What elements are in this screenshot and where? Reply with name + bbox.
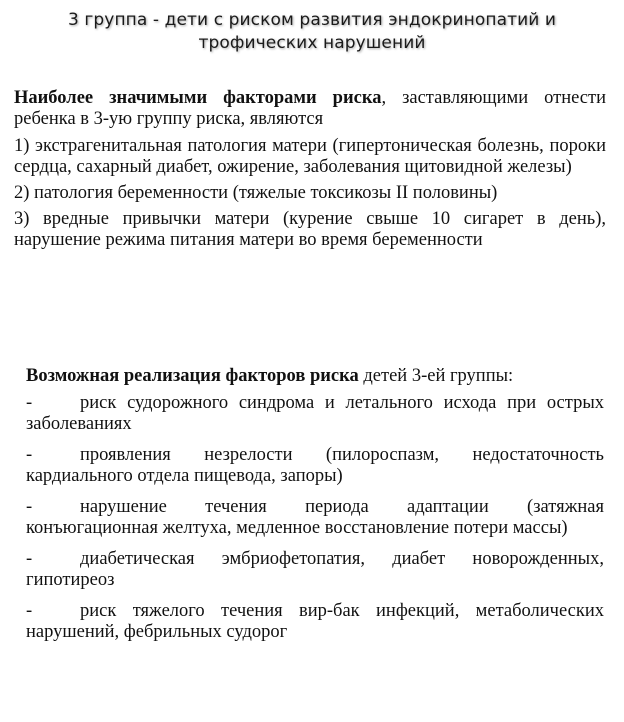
implementation-item-text: риск тяжелого течения вир-бак инфекций, метаболических нарушений, фебрильных судорог: [26, 601, 604, 642]
implementation-item-4: [26, 549, 604, 591]
slide-title: [20, 9, 604, 55]
list-dash: -: [26, 393, 33, 413]
implementation-item-text: диабетическая эмбриофетопатия, диабет новорожденных, гипотиреоз: [26, 549, 604, 590]
list-dash: -: [26, 601, 33, 621]
implementation-intro: [26, 366, 604, 387]
risk-factors-intro-rest: , заставляющими отнести ребенка в 3-ую группу риска, являются: [14, 88, 606, 129]
slide-title-line-2: трофических нарушений: [198, 33, 426, 53]
implementation-item-5: [26, 601, 604, 643]
implementation-item-1: [26, 393, 604, 435]
risk-factors-intro: [14, 88, 606, 130]
risk-factor-item-1: 1) экстрагенитальная патология матери (гипертоническая болезнь, пороки сердца, сахарный диабет, ожирение, заболевания щитовидной железы): [14, 136, 606, 177]
implementation-item-2: [26, 445, 604, 487]
slide-title-line-1: 3 группа - дети с риском развития эндокринопатий и: [67, 10, 557, 30]
list-dash: -: [26, 497, 33, 517]
risk-factor-item-3: 3) вредные привычки матери (курение свыше 10 сигарет в день), нарушение режима питания матери во время беременности: [14, 209, 606, 250]
risk-factors-intro-bold: Наиболее значимыми факторами риска: [14, 88, 382, 108]
risk-factor-item-2: 2) патология беременности (тяжелые токсикозы II половины): [14, 183, 498, 203]
implementation-intro-rest: детей 3-ей группы:: [358, 366, 514, 386]
list-dash: -: [26, 549, 33, 569]
list-dash: -: [26, 445, 33, 465]
implementation-item-text: проявления незрелости (пилороспазм, недостаточность кардиального отдела пищевода, запоры): [26, 445, 604, 486]
implementation-intro-bold: Возможная реализация факторов риска: [26, 366, 359, 386]
implementation-item-3: [26, 497, 604, 539]
implementation-block: [26, 366, 604, 653]
implementation-item-text: риск судорожного синдрома и летального исхода при острых заболеваниях: [26, 393, 604, 434]
implementation-item-text: нарушение течения периода адаптации (затяжная конъюгационная желтуха, медленное восстановление потери массы): [26, 497, 604, 538]
risk-factors-block: [14, 88, 606, 256]
